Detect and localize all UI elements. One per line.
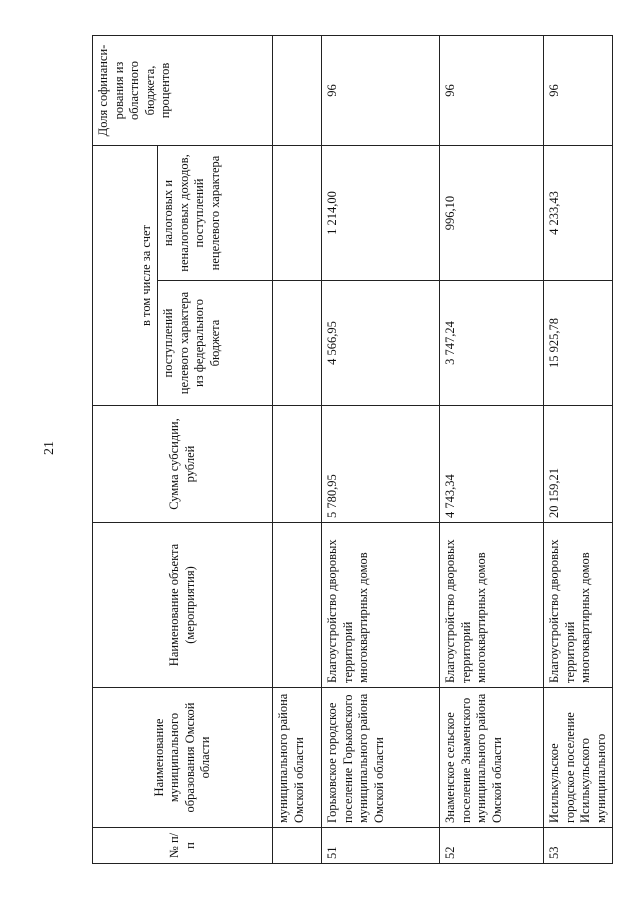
cell-federal: 3 747,24	[440, 281, 544, 406]
cell-share	[273, 35, 322, 145]
cell-municipality: муниципального района Омской области	[273, 688, 322, 828]
cell-federal: 4 566,95	[322, 281, 440, 406]
cell-municipality: Знаменское сельское поселение Знаменского муниципального района Омской области	[440, 688, 544, 828]
header-including: в том числе за счет	[93, 145, 158, 405]
header-subsidy: Сумма субсидии, рублей	[93, 406, 273, 523]
table-row	[322, 35, 440, 863]
cell-federal: 15 925,78	[544, 281, 613, 406]
cell-share: 96	[322, 35, 440, 145]
header-municipality: Наименование муниципального образования Омской области	[93, 688, 273, 828]
cell-num: 52	[440, 828, 544, 864]
cell-subsidy	[273, 406, 322, 523]
table-row	[273, 35, 322, 863]
header-regional: налоговых и неналоговых доходов, поступлений нецелевого характера	[158, 145, 273, 280]
cell-num: 51	[322, 828, 440, 864]
cell-municipality: Горьковское городское поселение Горьковского муниципального района Омской области	[322, 688, 440, 828]
cell-regional: 996,10	[440, 145, 544, 280]
cell-share: 96	[544, 35, 613, 145]
header-num: № п/п	[93, 828, 273, 864]
subsidy-table	[92, 35, 613, 864]
page-number: 21	[42, 441, 57, 455]
table-wrapper	[92, 36, 606, 864]
header-share: Доля софинанси-рования из областного бюджета, процентов	[93, 35, 273, 145]
cell-regional: 4 233,43	[544, 145, 613, 280]
header-federal: поступлений целевого характера из федерального бюджета	[158, 281, 273, 406]
cell-regional: 1 214,00	[322, 145, 440, 280]
cell-num: 53	[544, 828, 613, 864]
table-row	[544, 35, 613, 863]
cell-object	[273, 523, 322, 688]
cell-object: Благоустройство дворовых территорий многоквартирных домов	[544, 523, 613, 688]
cell-municipality: Исилькульское городское поселение Исилькульского муниципального	[544, 688, 613, 828]
cell-object: Благоустройство дворовых территорий многоквартирных домов	[322, 523, 440, 688]
cell-subsidy: 4 743,34	[440, 406, 544, 523]
cell-regional	[273, 145, 322, 280]
header-object: Наименование объекта (мероприятия)	[93, 523, 273, 688]
cell-subsidy: 5 780,95	[322, 406, 440, 523]
cell-federal	[273, 281, 322, 406]
table-row	[440, 35, 544, 863]
cell-num	[273, 828, 322, 864]
cell-object: Благоустройство дворовых территорий многоквартирных домов	[440, 523, 544, 688]
cell-subsidy: 20 159,21	[544, 406, 613, 523]
cell-share: 96	[440, 35, 544, 145]
